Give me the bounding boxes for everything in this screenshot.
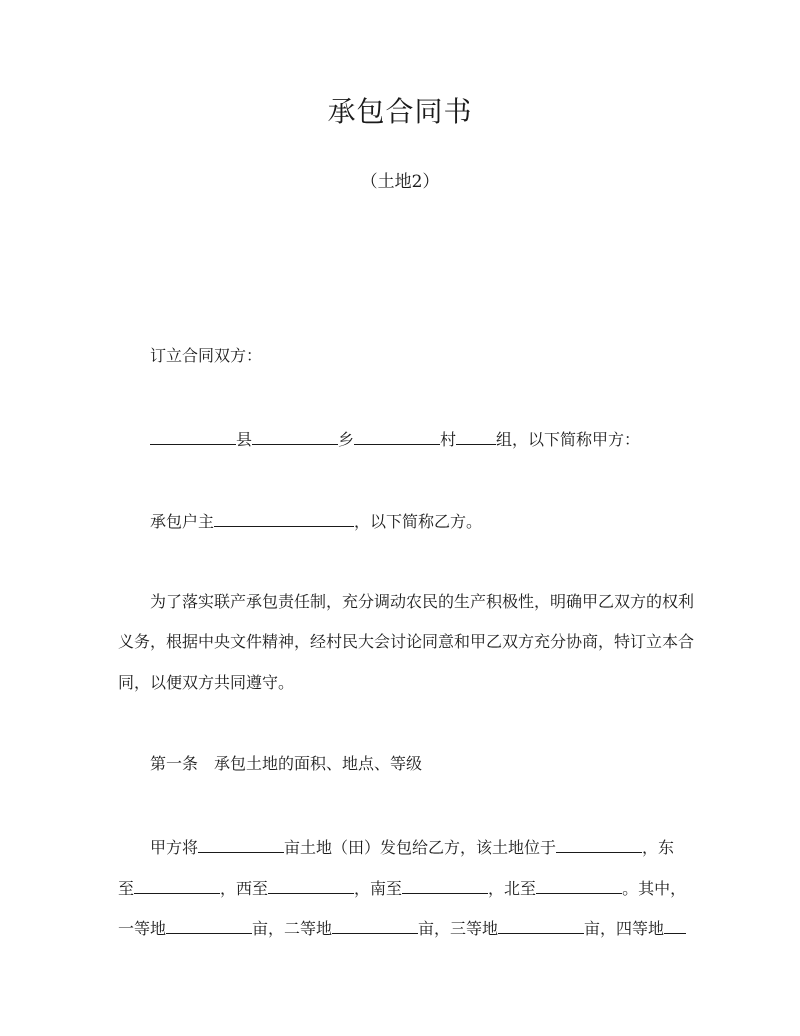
- household-head-blank[interactable]: [214, 508, 354, 527]
- article-1-line-2: [118, 875, 688, 901]
- preamble-line-3: [118, 671, 688, 695]
- a1l2-text-a: 至: [118, 879, 135, 898]
- west-boundary-blank[interactable]: [268, 875, 354, 894]
- township-blank[interactable]: [252, 426, 338, 445]
- village-label: 村: [440, 430, 457, 449]
- grade-4-blank[interactable]: [664, 915, 686, 934]
- location-blank[interactable]: [556, 834, 642, 853]
- a1l3-text-a: 一等地: [118, 919, 167, 938]
- a1l1-text-b: 亩土地（田）发包给乙方，该土地位于: [284, 838, 557, 857]
- party-a-line: [118, 426, 720, 452]
- north-boundary-blank[interactable]: [536, 875, 622, 894]
- county-blank[interactable]: [150, 426, 236, 445]
- preamble-line-1: [118, 590, 720, 614]
- preamble-text-1: 为了落实联产承包责任制，充分调动农民的生产积极性，明确甲乙双方的权利: [150, 592, 695, 611]
- preamble-text-3: 同，以便双方共同遵守。: [118, 673, 295, 692]
- group-blank[interactable]: [456, 426, 496, 445]
- document-title: 承包合同书: [327, 95, 473, 128]
- party-b-prefix: 承包户主: [150, 512, 215, 531]
- preamble-text-2: 义务，根据中央文件精神，经村民大会讨论同意和甲乙双方充分协商，特订立本合: [118, 632, 695, 651]
- article-1-heading-text: 第一条 承包土地的面积、地点、等级: [150, 754, 423, 773]
- south-boundary-blank[interactable]: [402, 875, 488, 894]
- grade-1-blank[interactable]: [166, 915, 252, 934]
- township-label: 乡: [338, 430, 355, 449]
- a1l1-text-a: 甲方将: [150, 838, 199, 857]
- a1l3-text-b: 亩，二等地: [252, 919, 333, 938]
- a1l3-text-d: 亩，四等地: [584, 919, 665, 938]
- east-boundary-blank[interactable]: [134, 875, 220, 894]
- a1l3-text-c: 亩，三等地: [418, 919, 499, 938]
- party-b-suffix: ，以下简称乙方。: [354, 512, 483, 531]
- parties-heading: [118, 344, 720, 368]
- party-a-suffix: 组，以下简称甲方：: [496, 430, 641, 449]
- article-1-line-1: [118, 834, 720, 860]
- county-label: 县: [236, 430, 253, 449]
- party-b-line: [118, 508, 720, 534]
- document-subtitle: （土地2）: [360, 172, 440, 192]
- grade-3-blank[interactable]: [498, 915, 584, 934]
- article-1-line-3: [118, 915, 688, 941]
- preamble-line-2: [118, 630, 695, 654]
- a1l2-text-c: ，南至: [354, 879, 403, 898]
- grade-2-blank[interactable]: [332, 915, 418, 934]
- a1l1-text-c: ，东: [642, 838, 675, 857]
- a1l2-text-d: ，北至: [488, 879, 537, 898]
- article-1-heading: [118, 752, 720, 776]
- a1l2-text-e: 。其中，: [622, 879, 687, 898]
- village-blank[interactable]: [354, 426, 440, 445]
- a1l2-text-b: ，西至: [220, 879, 269, 898]
- area-blank[interactable]: [198, 834, 284, 853]
- parties-heading-text: 订立合同双方：: [150, 346, 263, 365]
